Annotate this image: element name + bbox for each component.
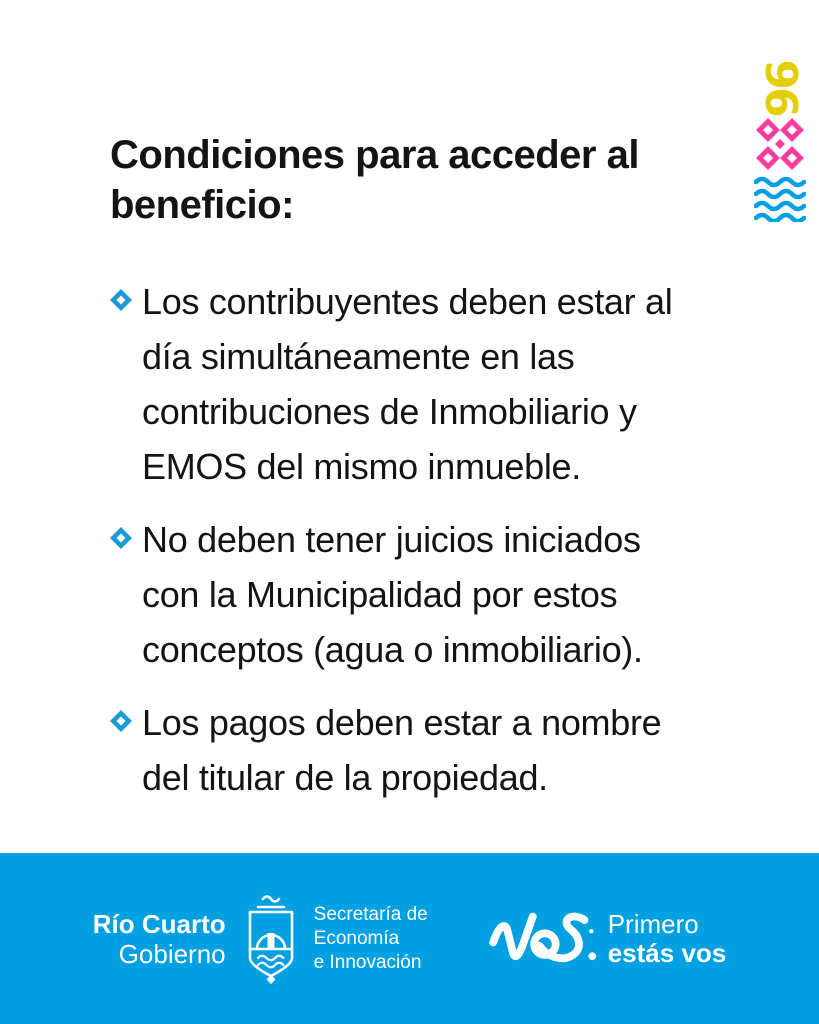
vos-tagline-line1: Primero [607, 908, 699, 939]
list-item [110, 274, 730, 494]
footer-bar [0, 853, 819, 1024]
bullet-text: No deben tener juicios iniciados con la Municipalidad por estos conceptos (agua o inmobiliario). [142, 519, 643, 670]
yellow-numerals-icon: 96 [755, 59, 806, 115]
blue-waves-icon [754, 176, 806, 222]
main-content [110, 130, 730, 823]
pink-diamonds-icon [754, 116, 806, 172]
gov-name [93, 909, 226, 969]
list-item [110, 695, 730, 805]
gov-name-top: Río Cuarto [92, 908, 226, 939]
vos-lockup [488, 902, 727, 976]
page-title: Condiciones para acceder al beneficio: [110, 133, 639, 227]
bullet-text: Los pagos deben estar a nombre del titular de la propiedad. [142, 702, 662, 798]
conditions-list [110, 274, 730, 805]
footer-content [93, 893, 727, 985]
secretariat-label: Secretaría de Economía e Innovación [313, 903, 428, 973]
vos-script-logo-icon [488, 902, 600, 976]
diamond-bullet-icon [110, 289, 132, 311]
vos-tagline-line2: estás vos [607, 937, 727, 968]
rio-cuarto-shield-icon [242, 893, 300, 985]
vos-tagline [608, 910, 727, 968]
diamond-bullet-icon [110, 527, 132, 549]
diamond-bullet-icon [110, 710, 132, 732]
gov-name-bottom: Gobierno [118, 938, 226, 969]
list-item [110, 512, 730, 677]
bullet-text: Los contribuyentes deben estar al día simultáneamente en las contribuciones de Inmobiliario y EMOS del mismo inmueble. [142, 281, 673, 487]
brand-pattern-stack [753, 59, 807, 222]
